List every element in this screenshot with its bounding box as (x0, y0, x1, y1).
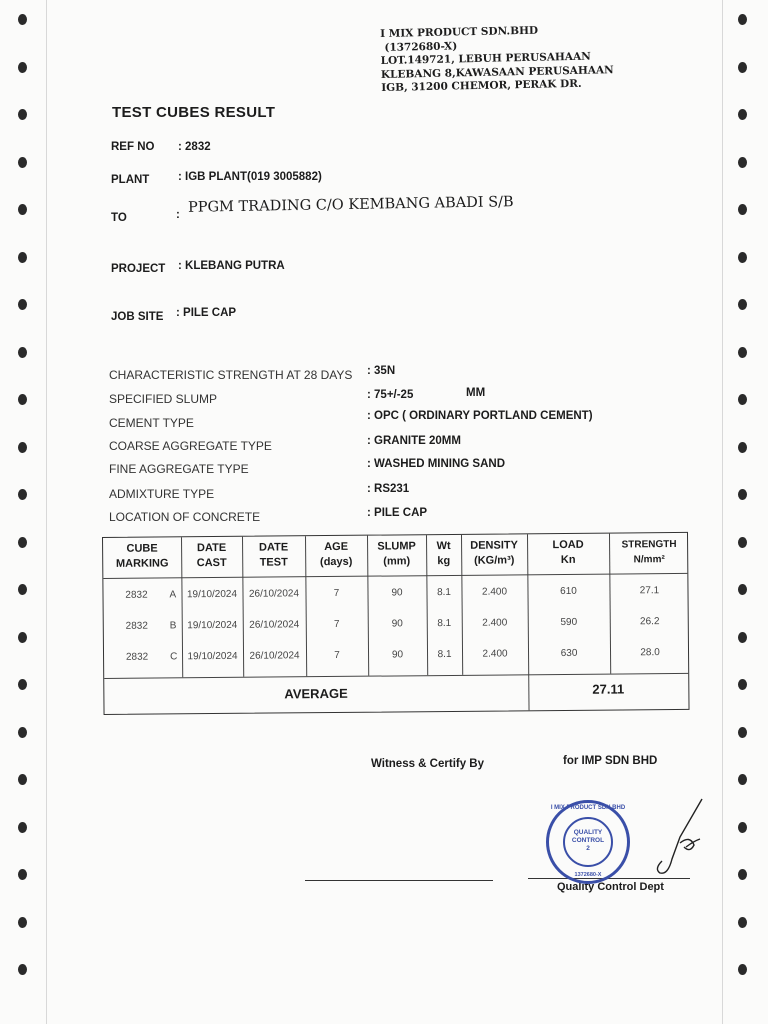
header-line-2: kg (437, 554, 451, 568)
table-cell-slump: 90 (391, 587, 403, 599)
feed-hole (738, 442, 747, 453)
table-cell-age: 7 (334, 649, 340, 661)
average-label: AVERAGE (284, 685, 348, 702)
spec-unit: MM (466, 387, 486, 399)
feed-hole (18, 964, 27, 975)
company-address-1: LOT.149721, LEBUH PERUSAHAAN (380, 50, 591, 67)
feed-hole (18, 62, 27, 73)
feed-hole (738, 62, 747, 73)
feed-hole (738, 537, 747, 548)
feed-hole (18, 917, 27, 928)
feed-hole (738, 394, 747, 405)
feed-hole (18, 584, 27, 595)
feed-hole (18, 14, 27, 25)
table-cell-density: 2.400 (481, 586, 508, 598)
job-site-label: JOB SITE (111, 311, 164, 323)
stamp-quality: QUALITY (573, 829, 603, 836)
table-cell-load: 630 (560, 647, 578, 660)
header-line-2: (mm) (383, 555, 411, 568)
feed-hole (738, 869, 747, 880)
qc-dept-label: Quality Control Dept (557, 881, 664, 893)
to-label: TO (111, 212, 127, 224)
header-line-1: LOAD (552, 538, 584, 552)
witness-signature-line (305, 880, 493, 881)
feed-hole (738, 822, 747, 833)
header-line-1: STRENGTH (621, 538, 677, 551)
feed-hole (18, 679, 27, 690)
feed-hole (738, 252, 747, 263)
spec-label: LOCATION OF CONCRETE (109, 510, 261, 524)
feed-hole (738, 109, 747, 120)
header-line-2: TEST (259, 556, 288, 569)
job-site-value: : PILE CAP (176, 307, 237, 319)
table-cell-mark: A (169, 589, 177, 601)
left-tear-line (46, 0, 47, 1024)
company-address-3: IGB, 31200 CHEMOR, PERAK DR. (381, 77, 582, 94)
company-reg-no: (1372680-X) (384, 39, 458, 54)
stamp-ring-text: I MIX PRODUCT SDN BHD (550, 805, 626, 811)
table-cell-age: 7 (333, 618, 340, 630)
ref-no-value: : 2832 (178, 141, 211, 153)
feed-hole (18, 822, 27, 833)
feed-hole (18, 394, 27, 405)
table-cell-strength: 26.2 (639, 616, 660, 628)
table-cell-cube: 2832 (125, 589, 148, 601)
table-cell-load: 590 (560, 616, 578, 629)
for-company-label: for IMP SDN BHD (563, 755, 658, 767)
company-stamp (546, 800, 630, 884)
table-cell-wt: 8.1 (437, 648, 452, 661)
header-line-2: MARKING (115, 557, 169, 570)
header-line-1: AGE (324, 540, 349, 554)
spec-label: ADMIXTURE TYPE (109, 487, 215, 501)
project-value: : KLEBANG PUTRA (178, 260, 285, 272)
spec-label: FINE AGGREGATE TYPE (109, 462, 249, 476)
stamp-reg: 1372680-X (574, 872, 602, 878)
project-label: PROJECT (111, 263, 166, 275)
header-line-2: CAST (196, 556, 227, 570)
feed-hole (18, 632, 27, 643)
witness-label: Witness & Certify By (371, 758, 485, 770)
table-cell-slump: 90 (391, 649, 404, 661)
spec-value: : GRANITE 20MM (367, 435, 461, 447)
table-cell-cast: 19/10/2024 (187, 619, 238, 632)
table-cell-strength: 27.1 (639, 585, 660, 597)
average-value: 27.11 (592, 681, 625, 697)
table-cell-cast: 19/10/2024 (187, 650, 238, 663)
feed-hole (18, 537, 27, 548)
company-header (380, 23, 614, 95)
signature (650, 795, 710, 890)
feed-hole (738, 632, 747, 643)
feed-hole (738, 204, 747, 215)
right-tear-line (722, 0, 723, 1024)
table-cell-density: 2.400 (482, 648, 508, 660)
header-line-1: SLUMP (377, 540, 416, 553)
spec-value: : 35N (367, 365, 396, 377)
spec-value: : OPC ( ORDINARY PORTLAND CEMENT) (367, 410, 593, 422)
feed-hole (738, 489, 747, 500)
right-tractor-holes (738, 0, 754, 1024)
table-cell-test: 26/10/2024 (248, 588, 300, 600)
header-line-2: (days) (319, 555, 353, 569)
feed-hole (18, 204, 27, 215)
feed-hole (738, 584, 747, 595)
stamp-control: CONTROL (571, 837, 605, 844)
spec-value: : PILE CAP (367, 507, 428, 519)
feed-hole (18, 252, 27, 263)
table-cell-age: 7 (333, 587, 340, 599)
feed-hole (18, 109, 27, 120)
table-cell-cube: 2832 (125, 620, 148, 632)
spec-label: SPECIFIED SLUMP (109, 392, 218, 406)
ref-no-label: REF NO (111, 141, 155, 153)
feed-hole (18, 869, 27, 880)
table-cell-test: 26/10/2024 (249, 650, 300, 662)
table-cell-wt: 8.1 (436, 586, 451, 599)
spec-label: COARSE AGGREGATE TYPE (109, 439, 272, 453)
feed-hole (18, 347, 27, 358)
table-header-cell (609, 537, 689, 568)
table-cell-wt: 8.1 (437, 617, 452, 630)
feed-hole (18, 489, 27, 500)
feed-hole (738, 14, 747, 25)
table-header-cell (242, 540, 305, 571)
feed-hole (18, 727, 27, 738)
header-line-2: N/mm² (633, 554, 665, 566)
stamp-number: 2 (586, 845, 590, 852)
table-header-cell (426, 539, 461, 569)
table-header-cell (527, 538, 609, 569)
feed-hole (738, 347, 747, 358)
spec-label: CEMENT TYPE (109, 416, 194, 430)
feed-hole (18, 157, 27, 168)
table-cell-strength: 28.0 (640, 647, 660, 659)
plant-label: PLANT (111, 174, 150, 186)
feed-hole (738, 917, 747, 928)
spec-value: : RS231 (367, 483, 410, 495)
feed-hole (738, 157, 747, 168)
to-colon: : (176, 209, 180, 221)
table-cell-density: 2.400 (482, 617, 508, 629)
table-cell-test: 26/10/2024 (249, 619, 300, 631)
table-cell-cube: 2832 (125, 651, 149, 663)
table-cell-load: 610 (560, 585, 577, 598)
header-line-1: Wt (436, 539, 451, 553)
table-header-cell (367, 539, 426, 570)
feed-hole (738, 299, 747, 310)
feed-hole (738, 964, 747, 975)
plant-value: : IGB PLANT(019 3005882) (178, 171, 322, 183)
spec-value: : WASHED MINING SAND (367, 458, 505, 470)
table-header-cell (103, 541, 181, 572)
spec-label: CHARACTERISTIC STRENGTH AT 28 DAYS (109, 368, 353, 382)
results-table (102, 532, 690, 715)
header-line-2: Kn (560, 553, 576, 566)
page-title: TEST CUBES RESULT (112, 104, 276, 121)
feed-hole (18, 442, 27, 453)
table-header-cell (181, 541, 242, 572)
table-header-cell (305, 540, 367, 571)
table-cell-mark: C (170, 651, 178, 663)
header-line-1: CUBE (126, 542, 158, 555)
header-line-1: DATE (196, 541, 227, 555)
to-value: PPGM TRADING C/O KEMBANG ABADI S/B (187, 194, 514, 216)
feed-hole (18, 774, 27, 785)
spec-value: : 75+/-25 (367, 389, 414, 401)
company-address-2: KLEBANG 8,KAWASAAN PERUSAHAAN (380, 63, 614, 81)
left-tractor-holes (18, 0, 34, 1024)
feed-hole (738, 727, 747, 738)
table-cell-mark: B (169, 620, 177, 632)
feed-hole (738, 774, 747, 785)
table-header-cell (461, 538, 527, 569)
feed-hole (738, 679, 747, 690)
header-line-2: (KG/m³) (473, 554, 515, 567)
table-cell-slump: 90 (391, 618, 403, 630)
header-line-1: DATE (258, 541, 289, 554)
table-cell-cast: 19/10/2024 (186, 588, 238, 601)
company-name: I MIX PRODUCT SDN.BHD (380, 24, 539, 40)
feed-hole (18, 299, 27, 310)
header-line-1: DENSITY (470, 539, 518, 552)
